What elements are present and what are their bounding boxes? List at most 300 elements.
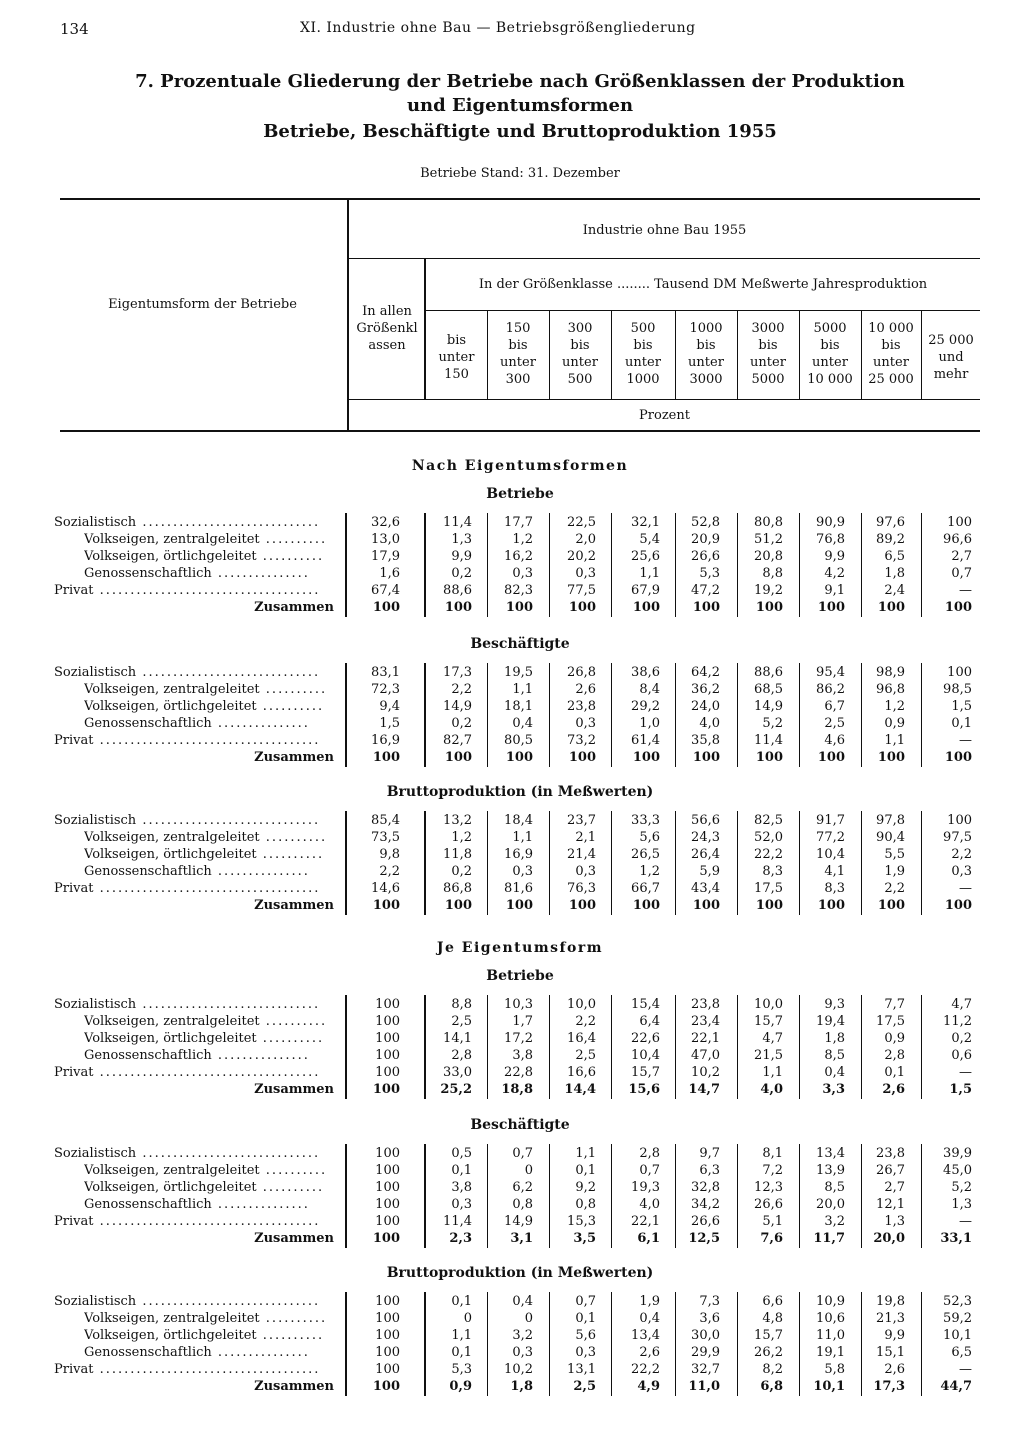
value-cell: 0,3 (512, 1345, 533, 1360)
value-cell: 4,0 (760, 1082, 783, 1097)
value-cell: 6,8 (760, 1379, 783, 1394)
value-cell: 0,7 (951, 566, 972, 581)
column-rule (345, 513, 347, 617)
class-divider (487, 311, 488, 399)
value-cell: 3,3 (822, 1082, 845, 1097)
title-line-2: und Eigentumsformen (406, 95, 634, 116)
value-cell: 1,6 (379, 566, 400, 581)
row-label: Volkseigen, örtlichgeleitet .......... (84, 1180, 325, 1195)
value-cell: 6,5 (951, 1345, 972, 1360)
column-rule (345, 663, 347, 767)
value-cell: 88,6 (754, 665, 783, 680)
row-label: Sozialistisch ............................. (54, 813, 321, 828)
column-rule (799, 1292, 800, 1396)
value-cell: 2,5 (573, 1379, 596, 1394)
column-rule (675, 811, 676, 915)
value-cell: 0,2 (451, 566, 472, 581)
class-divider (675, 311, 676, 399)
value-cell: 16,9 (371, 733, 400, 748)
value-cell: 6,2 (512, 1180, 533, 1195)
row-label: Genossenschaftlich ............... (84, 566, 310, 581)
value-cell: 0,1 (575, 1163, 596, 1178)
value-cell: 5,6 (639, 830, 660, 845)
value-cell: 17,3 (443, 665, 472, 680)
row-label: Genossenschaftlich ............... (84, 1048, 310, 1063)
value-cell: 21,3 (876, 1311, 905, 1326)
value-cell: 14,9 (504, 1214, 533, 1229)
value-cell: 22,2 (754, 847, 783, 862)
value-cell: 80,5 (504, 733, 533, 748)
value-cell: 32,8 (691, 1180, 720, 1195)
column-rule (611, 663, 612, 767)
value-cell: 52,3 (943, 1294, 972, 1309)
column-rule (611, 1292, 612, 1396)
column-rule (737, 811, 738, 915)
value-cell: 1,8 (884, 566, 905, 581)
table-row (0, 531, 1024, 548)
value-cell: 6,7 (824, 699, 845, 714)
class-header: 10 000 bis unter 25 000 (868, 321, 914, 387)
value-cell: 100 (375, 1362, 400, 1377)
value-cell: 13,0 (371, 532, 400, 547)
value-cell: 1,5 (949, 1082, 972, 1097)
value-cell: 2,6 (575, 682, 596, 697)
class-header: 3000 bis unter 5000 (750, 321, 786, 387)
value-cell: 8,4 (639, 682, 660, 697)
column-rule (611, 1144, 612, 1248)
value-cell: 8,5 (824, 1048, 845, 1063)
row-label: Privat .................................... (54, 881, 321, 896)
value-cell: 4,0 (639, 1197, 660, 1212)
value-cell: 88,6 (443, 583, 472, 598)
value-cell: 86,2 (816, 682, 845, 697)
table-row (0, 812, 1024, 829)
value-cell: 96,8 (876, 682, 905, 697)
value-cell: 0,1 (451, 1163, 472, 1178)
row-label: Volkseigen, örtlichgeleitet .......... (84, 1328, 325, 1343)
value-cell: 100 (817, 750, 845, 765)
value-cell: 100 (375, 1180, 400, 1195)
value-cell: 5,2 (762, 716, 783, 731)
value-cell: 8,3 (762, 864, 783, 879)
column-rule (799, 513, 800, 617)
value-cell: 0,8 (512, 1197, 533, 1212)
value-cell: 0,3 (951, 864, 972, 879)
value-cell: 100 (375, 1065, 400, 1080)
value-cell: 90,9 (816, 515, 845, 530)
value-cell: 100 (375, 1311, 400, 1326)
value-cell: 3,8 (512, 1048, 533, 1063)
value-cell: 76,3 (567, 881, 596, 896)
value-cell: 3,6 (699, 1311, 720, 1326)
table-row (0, 565, 1024, 582)
date-note: Betriebe Stand: 31. Dezember (420, 166, 620, 181)
value-cell: 8,2 (762, 1362, 783, 1377)
class-divider (549, 311, 550, 399)
class-divider (921, 311, 922, 399)
value-cell: 1,1 (575, 1146, 596, 1161)
value-cell: 2,5 (575, 1048, 596, 1063)
row-label: Sozialistisch ............................. (54, 1146, 321, 1161)
class-header: 5000 bis unter 10 000 (807, 321, 853, 387)
value-cell: 17,9 (371, 549, 400, 564)
value-cell: 100 (375, 1048, 400, 1063)
value-cell: 4,2 (824, 566, 845, 581)
value-cell: 6,3 (699, 1163, 720, 1178)
value-cell: 97,6 (876, 515, 905, 530)
value-cell: 26,8 (567, 665, 596, 680)
class-header: 300 bis unter 500 (562, 321, 598, 387)
table-row (0, 1327, 1024, 1344)
value-cell: 8,1 (762, 1146, 783, 1161)
value-cell: 5,3 (451, 1362, 472, 1377)
block-rows (0, 812, 1024, 914)
value-cell: 12,5 (688, 1231, 720, 1246)
value-cell: 14,4 (564, 1082, 596, 1097)
value-cell: 73,2 (567, 733, 596, 748)
table-row (0, 681, 1024, 698)
value-cell: 97,8 (876, 813, 905, 828)
page-number: 134 (60, 20, 89, 38)
column-rule (345, 811, 347, 915)
value-cell: 7,2 (762, 1163, 783, 1178)
value-cell: 6,4 (639, 1014, 660, 1029)
value-cell: 1,1 (451, 1328, 472, 1343)
value-cell: 6,6 (762, 1294, 783, 1309)
column-rule (549, 811, 550, 915)
row-label: Sozialistisch ............................. (54, 515, 321, 530)
value-cell: 22,6 (631, 1031, 660, 1046)
value-cell: 10,4 (631, 1048, 660, 1063)
class-header: 1000 bis unter 3000 (688, 321, 724, 387)
value-cell: 14,7 (688, 1082, 720, 1097)
value-cell: 0,1 (884, 1065, 905, 1080)
value-cell: 7,3 (699, 1294, 720, 1309)
row-label: Privat .................................... (54, 1362, 321, 1377)
value-cell: — (959, 583, 972, 598)
value-cell: 1,1 (762, 1065, 783, 1080)
row-label: Privat .................................... (54, 733, 321, 748)
value-cell: 51,2 (754, 532, 783, 547)
header-rule-classes (426, 310, 980, 311)
value-cell: 100 (372, 1231, 400, 1246)
value-cell: 100 (372, 600, 400, 615)
value-cell: 2,6 (882, 1082, 905, 1097)
value-cell: — (959, 1362, 972, 1377)
value-cell: 18,1 (504, 699, 533, 714)
value-cell: 39,9 (943, 1146, 972, 1161)
value-cell: 14,1 (443, 1031, 472, 1046)
value-cell: 12,1 (876, 1197, 905, 1212)
value-cell: 76,8 (816, 532, 845, 547)
column-rule (345, 1292, 347, 1396)
table-row (0, 996, 1024, 1013)
value-cell: 26,6 (754, 1197, 783, 1212)
table-row (0, 880, 1024, 897)
value-cell: 2,1 (575, 830, 596, 845)
column-rule (799, 811, 800, 915)
row-label: Volkseigen, zentralgeleitet .......... (84, 1163, 328, 1178)
value-cell: 15,7 (754, 1014, 783, 1029)
value-cell: 1,2 (884, 699, 905, 714)
header-unit: Prozent (639, 408, 690, 423)
value-cell: 1,2 (639, 864, 660, 879)
value-cell: 15,6 (628, 1082, 660, 1097)
value-cell: 23,8 (876, 1146, 905, 1161)
column-rule (861, 513, 862, 617)
value-cell: 9,8 (379, 847, 400, 862)
value-cell: 13,4 (631, 1328, 660, 1343)
value-cell: 100 (444, 750, 472, 765)
value-cell: 23,8 (567, 699, 596, 714)
value-cell: 9,2 (575, 1180, 596, 1195)
table-row (0, 1344, 1024, 1361)
value-cell: 82,5 (754, 813, 783, 828)
column-rule (921, 1144, 922, 1248)
value-cell: 100 (632, 600, 660, 615)
class-header: bis unter 150 (438, 333, 475, 382)
value-cell: 25,6 (631, 549, 660, 564)
value-cell: 2,2 (575, 1014, 596, 1029)
block-rows (0, 1145, 1024, 1247)
table-row (0, 1081, 1024, 1098)
title-line-3: Betriebe, Beschäftigte und Bruttoproduktion 1955 (263, 121, 777, 142)
row-label: Genossenschaftlich ............... (84, 716, 310, 731)
column-rule (861, 811, 862, 915)
value-cell: 14,6 (371, 881, 400, 896)
value-cell: 2,4 (884, 583, 905, 598)
value-cell: 77,5 (567, 583, 596, 598)
column-rule (424, 1144, 426, 1248)
table-row (0, 582, 1024, 599)
block-rows (0, 664, 1024, 766)
value-cell: 19,5 (504, 665, 533, 680)
block-subheading: Bruttoproduktion (in Meßwerten) (386, 1265, 654, 1281)
value-cell: 100 (444, 898, 472, 913)
value-cell: 16,9 (504, 847, 533, 862)
value-cell: 2,2 (379, 864, 400, 879)
value-cell: 1,9 (639, 1294, 660, 1309)
value-cell: 0,3 (451, 1197, 472, 1212)
value-cell: 19,8 (876, 1294, 905, 1309)
value-cell: 32,1 (631, 515, 660, 530)
column-rule (737, 663, 738, 767)
value-cell: 11,7 (813, 1231, 845, 1246)
value-cell: 3,2 (512, 1328, 533, 1343)
table-row (0, 514, 1024, 531)
value-cell: — (959, 733, 972, 748)
column-rule (424, 513, 426, 617)
value-cell: 15,1 (876, 1345, 905, 1360)
row-label: Genossenschaftlich ............... (84, 1197, 310, 1212)
row-label: Volkseigen, zentralgeleitet .......... (84, 1014, 328, 1029)
table-row (0, 1030, 1024, 1047)
value-cell: 100 (944, 898, 972, 913)
value-cell: 2,2 (884, 881, 905, 896)
running-head: XI. Industrie ohne Bau — Betriebsgrößengliederung (300, 20, 696, 36)
column-rule (737, 995, 738, 1099)
value-cell: 5,6 (575, 1328, 596, 1343)
column-rule (424, 811, 426, 915)
table-row (0, 1378, 1024, 1395)
value-cell: 81,6 (504, 881, 533, 896)
value-cell: 100 (755, 750, 783, 765)
value-cell: 4,1 (824, 864, 845, 879)
column-rule (549, 1144, 550, 1248)
column-rule (345, 995, 347, 1099)
block-subheading: Betriebe (486, 968, 554, 984)
table-row (0, 599, 1024, 616)
value-cell: 20,8 (754, 549, 783, 564)
value-cell: 100 (375, 1345, 400, 1360)
value-cell: 36,2 (691, 682, 720, 697)
row-label: Genossenschaftlich ............... (84, 864, 310, 879)
value-cell: 98,9 (876, 665, 905, 680)
value-cell: 59,2 (943, 1311, 972, 1326)
value-cell: 1,3 (451, 532, 472, 547)
value-cell: 0,8 (575, 1197, 596, 1212)
value-cell: 32,6 (371, 515, 400, 530)
value-cell: 2,8 (884, 1048, 905, 1063)
value-cell: 8,8 (762, 566, 783, 581)
class-header: 150 bis unter 300 (500, 321, 536, 387)
value-cell: 100 (372, 898, 400, 913)
value-cell: 1,9 (884, 864, 905, 879)
value-cell: 2,7 (884, 1180, 905, 1195)
value-cell: 29,2 (631, 699, 660, 714)
value-cell: 10,1 (943, 1328, 972, 1343)
value-cell: 10,2 (691, 1065, 720, 1080)
value-cell: 1,3 (884, 1214, 905, 1229)
value-cell: 13,1 (567, 1362, 596, 1377)
value-cell: 4,6 (824, 733, 845, 748)
value-cell: 0,1 (951, 716, 972, 731)
value-cell: 100 (375, 1328, 400, 1343)
value-cell: 11,2 (943, 1014, 972, 1029)
value-cell: 0,1 (451, 1345, 472, 1360)
column-rule (921, 663, 922, 767)
value-cell: 8,5 (824, 1180, 845, 1195)
column-rule (737, 1144, 738, 1248)
value-cell: 22,8 (504, 1065, 533, 1080)
value-cell: 80,8 (754, 515, 783, 530)
table-row (0, 698, 1024, 715)
value-cell: 19,2 (754, 583, 783, 598)
value-cell: 100 (375, 1014, 400, 1029)
value-cell: 14,9 (754, 699, 783, 714)
value-cell: 100 (692, 600, 720, 615)
value-cell: 68,5 (754, 682, 783, 697)
value-cell: 0,9 (884, 1031, 905, 1046)
class-divider (611, 311, 612, 399)
block-subheading: Beschäftigte (470, 636, 570, 652)
value-cell: 11,8 (443, 847, 472, 862)
value-cell: 9,9 (884, 1328, 905, 1343)
column-rule (487, 995, 488, 1099)
value-cell: 4,9 (637, 1379, 660, 1394)
value-cell: 10,3 (504, 997, 533, 1012)
value-cell: 2,3 (449, 1231, 472, 1246)
column-rule (921, 1292, 922, 1396)
value-cell: 64,2 (691, 665, 720, 680)
value-cell: 19,1 (816, 1345, 845, 1360)
header-size-class: In der Größenklasse ........ Tausend DM Meßwerte Jahresproduktion (478, 277, 928, 292)
table-row (0, 1310, 1024, 1327)
value-cell: 0,9 (884, 716, 905, 731)
value-cell: 0,5 (451, 1146, 472, 1161)
value-cell: 15,7 (754, 1328, 783, 1343)
row-header: Eigentumsform der Betriebe (108, 297, 297, 312)
value-cell: 100 (947, 665, 972, 680)
column-rule (921, 513, 922, 617)
value-cell: 0,9 (449, 1379, 472, 1394)
column-rule (861, 995, 862, 1099)
value-cell: 2,0 (575, 532, 596, 547)
value-cell: 19,4 (816, 1014, 845, 1029)
row-label: Volkseigen, zentralgeleitet .......... (84, 830, 328, 845)
value-cell: 26,6 (691, 1214, 720, 1229)
value-cell: 0,7 (575, 1294, 596, 1309)
value-cell: 100 (755, 898, 783, 913)
value-cell: 17,3 (873, 1379, 905, 1394)
value-cell: 100 (568, 600, 596, 615)
column-rule (737, 1292, 738, 1396)
value-cell: 100 (375, 997, 400, 1012)
table-row (0, 897, 1024, 914)
column-rule (549, 995, 550, 1099)
row-label: Zusammen (254, 750, 334, 765)
value-cell: 38,6 (631, 665, 660, 680)
value-cell: 24,0 (691, 699, 720, 714)
value-cell: 2,8 (451, 1048, 472, 1063)
value-cell: 0,3 (575, 566, 596, 581)
value-cell: 1,5 (379, 716, 400, 731)
section-heading: Nach Eigentumsformen (411, 458, 629, 474)
value-cell: 100 (877, 898, 905, 913)
value-cell: 13,9 (816, 1163, 845, 1178)
value-cell: 22,2 (631, 1362, 660, 1377)
class-divider (861, 311, 862, 399)
value-cell: 2,6 (639, 1345, 660, 1360)
value-cell: 100 (692, 750, 720, 765)
column-rule (675, 995, 676, 1099)
table-row (0, 1179, 1024, 1196)
column-rule (921, 811, 922, 915)
header-top-rule (60, 198, 980, 200)
row-label: Sozialistisch ............................. (54, 665, 321, 680)
value-cell: — (959, 1214, 972, 1229)
value-cell: 2,5 (451, 1014, 472, 1029)
value-cell: 29,9 (691, 1345, 720, 1360)
table-row (0, 715, 1024, 732)
value-cell: 12,3 (754, 1180, 783, 1195)
value-cell: 21,4 (567, 847, 596, 862)
value-cell: 33,1 (940, 1231, 972, 1246)
value-cell: 11,4 (443, 1214, 472, 1229)
table-row (0, 1162, 1024, 1179)
value-cell: 96,6 (943, 532, 972, 547)
value-cell: 0 (524, 1163, 533, 1178)
column-rule (424, 1292, 426, 1396)
value-cell: 100 (947, 813, 972, 828)
value-cell: 15,7 (631, 1065, 660, 1080)
column-rule (611, 995, 612, 1099)
value-cell: 22,1 (631, 1214, 660, 1229)
block-rows (0, 514, 1024, 616)
value-cell: 0,2 (951, 1031, 972, 1046)
value-cell: 0,7 (512, 1146, 533, 1161)
table-title (60, 70, 980, 146)
